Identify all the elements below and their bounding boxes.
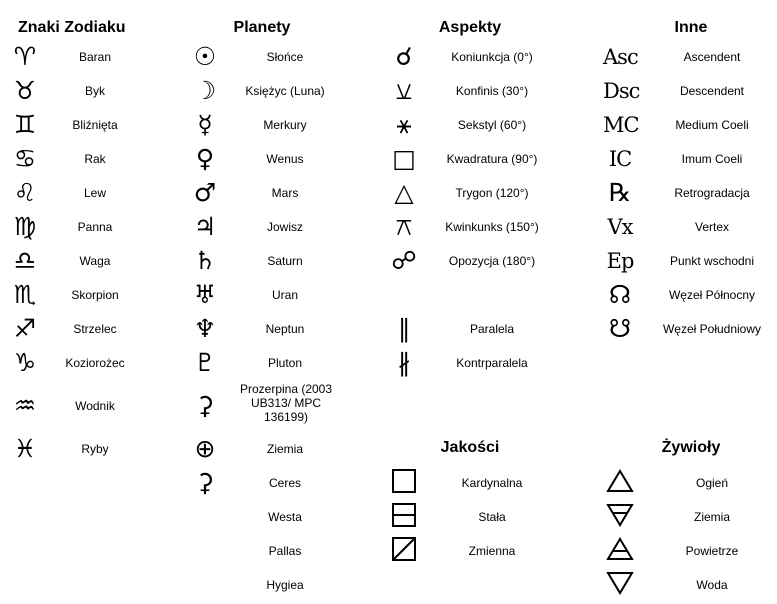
saturn-icon: ♄: [193, 246, 217, 275]
aspect-label-opozycja: Opozycja (180°): [448, 254, 536, 268]
square-icon: □: [392, 144, 416, 173]
planet-label-jowisz: Jowisz: [266, 220, 303, 234]
aspect-label-trygon: Trygon (120°): [455, 186, 529, 200]
sun-icon: ☉: [193, 42, 217, 71]
earth-icon: ⊕: [194, 434, 216, 463]
planet-label-pallas: Pallas: [268, 544, 302, 558]
zodiac-label-waga: Waga: [79, 254, 111, 268]
element-label-powietrze: Powietrze: [685, 544, 739, 558]
planet-label-pluton: Pluton: [267, 356, 303, 370]
mars-icon: ♂: [193, 178, 217, 207]
trine-icon: △: [394, 178, 414, 207]
other-label-ascendent: Ascendent: [683, 50, 741, 64]
other-label-descendent: Descendent: [679, 84, 745, 98]
sagittarius-icon: ♐: [13, 314, 37, 343]
pluto-icon: ♇: [193, 348, 217, 377]
south-node-icon: ☋: [608, 314, 632, 343]
zodiac-label-wodnik: Wodnik: [75, 399, 115, 413]
moon-icon: ☽: [193, 76, 217, 105]
planets-heading: Planety: [233, 19, 291, 36]
aspect-label-kwadratura: Kwadratura (90°): [446, 152, 538, 166]
zodiac-label-panna: Panna: [77, 220, 113, 234]
quincunx-icon: ⚻: [395, 212, 413, 241]
other-label-punkt-wschodni: Punkt wschodni: [669, 254, 755, 268]
mercury-icon: ☿: [197, 110, 213, 139]
proserpina-icon: ⚳: [195, 391, 215, 420]
sextile-icon: ⚹: [396, 110, 412, 139]
zodiac-label-lew: Lew: [83, 186, 106, 200]
planet-label-ziemia: Ziemia: [266, 442, 303, 456]
aspect-label-koniunkcja: Koniunkcja (0°): [451, 50, 533, 64]
ceres-icon: ⚳: [195, 468, 215, 497]
planet-label-westa: Westa: [268, 510, 302, 524]
air-icon: [603, 535, 637, 567]
conjunction-icon: ☌: [395, 42, 413, 71]
north-node-icon: ☊: [608, 280, 632, 309]
cancer-icon: ♋: [13, 144, 37, 173]
other-label-medium-coeli: Medium Coeli: [675, 118, 749, 132]
zodiac-heading: Znaki Zodiaku: [18, 19, 126, 36]
elements-heading: Żywioły: [661, 439, 721, 456]
other-label-wezel-poludniowy: Węzeł Południowy: [662, 322, 762, 336]
zodiac-label-rak: Rak: [84, 152, 106, 166]
vertex-icon: Vx: [607, 215, 633, 239]
zodiac-label-byk: Byk: [84, 84, 105, 98]
pisces-icon: ♓: [13, 434, 37, 463]
element-label-ziemia: Ziemia: [693, 510, 730, 524]
gemini-icon: ♊: [13, 110, 37, 139]
aspect-label-paralela: Paralela: [469, 322, 515, 336]
contraparallel-icon: ∦: [397, 348, 411, 377]
aspects-heading: Aspekty: [438, 19, 502, 36]
leo-icon: ♌: [13, 178, 37, 207]
venus-icon: ♀: [195, 144, 215, 173]
opposition-icon: ☍: [391, 246, 417, 275]
jupiter-icon: ♃: [193, 212, 217, 241]
libra-icon: ♎: [13, 246, 37, 275]
fixed-icon: [387, 501, 421, 533]
planet-label-saturn: Saturn: [267, 254, 303, 268]
cardinal-icon: [387, 467, 421, 499]
other-label-imum-coeli: Imum Coeli: [681, 152, 743, 166]
retrograde-icon: ℞: [608, 178, 632, 207]
mutable-icon: [387, 535, 421, 567]
aquarius-icon: ♒: [13, 391, 37, 420]
semisextile-icon: ⚺: [395, 76, 413, 105]
zodiac-label-baran: Baran: [78, 50, 112, 64]
planet-label-slonce: Słońce: [266, 50, 304, 64]
uranus-icon: ♅: [193, 280, 217, 309]
planet-label-ceres: Ceres: [268, 476, 301, 490]
ascendant-icon: Asc: [603, 45, 638, 69]
aspect-label-konfinis: Konfinis (30°): [455, 84, 529, 98]
aspect-label-kontrparalela: Kontrparalela: [456, 356, 528, 370]
aspect-label-sekstyl: Sekstyl (60°): [457, 118, 527, 132]
other-label-wezel-polnocny: Węzeł Północny: [668, 288, 756, 302]
scorpio-icon: ♏: [13, 280, 37, 309]
descendant-icon: Dsc: [603, 79, 640, 103]
planet-label-mars: Mars: [271, 186, 299, 200]
planet-label-merkury: Merkury: [263, 118, 307, 132]
qualities-heading: Jakości: [440, 439, 500, 456]
taurus-icon: ♉: [13, 76, 37, 105]
parallel-icon: ∥: [397, 314, 411, 343]
planet-label-ksiezyc: Księżyc (Luna): [245, 84, 325, 98]
neptune-icon: ♆: [193, 314, 217, 343]
other-label-retrogradacja: Retrogradacja: [674, 186, 750, 200]
planet-label-hygiea: Hygiea: [266, 578, 304, 592]
virgo-icon: ♍: [13, 212, 37, 241]
east-point-icon: Ep: [606, 249, 634, 273]
earth-element-icon: [603, 501, 637, 533]
capricorn-icon: ♑: [13, 348, 37, 377]
element-label-ogien: Ogień: [695, 476, 729, 490]
zodiac-label-blizneta: Bliźnięta: [72, 118, 118, 132]
zodiac-label-strzelec: Strzelec: [73, 322, 117, 336]
fire-icon: [603, 467, 637, 499]
quality-label-kardynalna: Kardynalna: [461, 476, 523, 490]
aspect-label-kwinkunks: Kwinkunks (150°): [445, 220, 539, 234]
other-label-vertex: Vertex: [694, 220, 730, 234]
quality-label-zmienna: Zmienna: [468, 544, 516, 558]
medium-coeli-icon: MC: [603, 113, 639, 137]
other-heading: Inne: [674, 19, 708, 36]
water-icon: [603, 569, 637, 601]
planet-label-uran: Uran: [271, 288, 298, 302]
planet-label-neptun: Neptun: [265, 322, 305, 336]
element-label-woda: Woda: [696, 578, 728, 592]
aries-icon: ♈: [13, 42, 37, 71]
planet-label-prozerpina: Prozerpina (2003 UB313/ MPC 136199): [239, 382, 333, 424]
planet-label-wenus: Wenus: [266, 152, 304, 166]
zodiac-label-ryby: Ryby: [81, 442, 109, 456]
imum-coeli-icon: IC: [608, 147, 632, 171]
quality-label-stala: Stała: [478, 510, 506, 524]
zodiac-label-koziorozec: Koziorożec: [65, 356, 125, 370]
zodiac-label-skorpion: Skorpion: [71, 288, 119, 302]
